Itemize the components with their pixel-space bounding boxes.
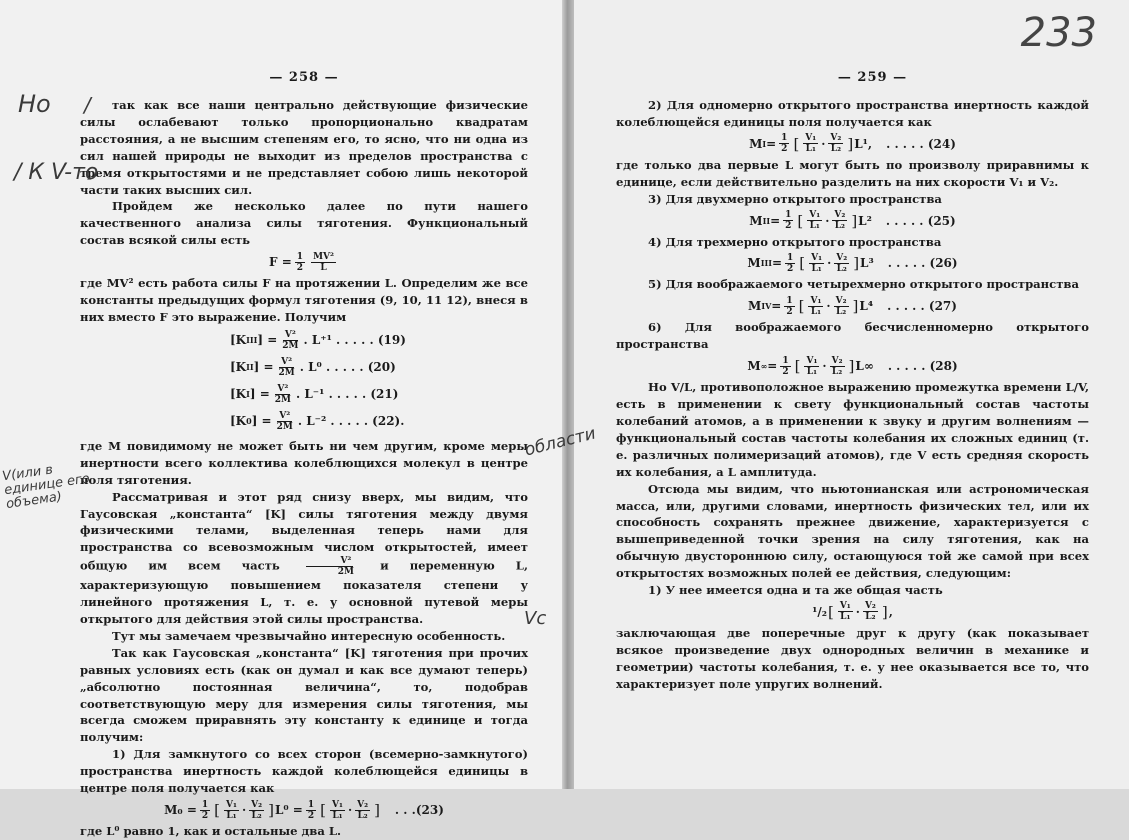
- formula-k-20: [K II ] = $\frac{\text{V²}}{2M}$ . L⁰ . . . . . (20): [230, 356, 396, 378]
- formula-28: M ∞ = $\frac{1}{2}$ [ $\frac{\text{V₁}}{\text{L₁}}$ · $\frac{\text{V₂}}{\text{L₂}}$ ] L∞ . . . . . (28): [747, 355, 958, 377]
- book-gutter: [562, 0, 574, 789]
- paragraph: Но V/L, противоположное выражению промежутка времени L/V, есть в применении к свету функциональный состав частоты колебаний атомов, а в применении к звуку и другим волнениям — функциональный состав частоты колебания их сложных единиц (т. е. различных полимеризаций атомов), где V есть средняя скорость их колебания, а L амплитуда.: [616, 380, 1089, 479]
- paragraph: где L⁰ равно 1, как и остальные два L.: [80, 824, 342, 838]
- paragraph: так как все наши центрально действующие физические силы ослабевают только пропорционально квадратам расстояния, а не высшим степеням его, то ясно, что ни одна из сил нашей природы не выходит из пределов пространства с тремя открытостями и не представляет собою лишь некоторой части таких высших сил.: [80, 98, 528, 197]
- paragraph: Рассматривая и этот ряд снизу вверх, мы видим, что Гаусовская „константа“ [K] силы тяготения между двумя физическими телами, выделенная теперь нами для пространства со всевозможным числом открытостей, имеет общую им всем часть $\frac{\text{V²}}{2M}$ и переменную L, характеризующую повышением показателя степени у линейного протяжения L, т. е. у основной путевой меры открытого для действия этой силы пространства.: [80, 489, 528, 627]
- paragraph: 5) Для воображаемого четырехмерно открытого пространства: [648, 277, 1079, 292]
- page-number-right: — 259 —: [837, 70, 908, 85]
- paragraph: 1) У нее имеется одна и та же общая часть: [648, 583, 943, 598]
- paragraph: 2) Для одномерно открытого пространства инертность каждой колеблющейся единицы поля получается как: [616, 98, 1089, 129]
- paragraph: 4) Для трехмерно открытого пространства: [648, 234, 942, 249]
- handwritten-mark: /: [84, 93, 91, 117]
- handwritten-page-stamp: 233: [1020, 10, 1097, 56]
- formula-26: M III = $\frac{1}{2}$ [ $\frac{\text{V₁}}{\text{L₁}}$ · $\frac{\text{V₂}}{\text{L₂}}$ ] L³ . . . . . (26): [747, 252, 958, 274]
- handwritten-note: Но: [18, 90, 51, 118]
- formula-common-part: ¹/₂ [ $\frac{\text{V₁}}{\text{L₁}}$ · $\frac{\text{V₂}}{\text{L₂}}$ ] ,: [812, 601, 893, 623]
- handwritten-note: области: [522, 423, 598, 461]
- formula-27: M IV = $\frac{1}{2}$ [ $\frac{\text{V₁}}{\text{L₁}}$ · $\frac{\text{V₂}}{\text{L₂}}$ ] L⁴ . . . . . (27): [748, 295, 957, 317]
- paragraph: заключающая две поперечные друг к другу (как показывает всякое произведение двух однородных величин в механике и геометрии) частоты колебания, т. е. у нее оказывается все то, что характеризует поле упругих волнений.: [616, 625, 1089, 691]
- fraction: $\frac{1}{2}$: [296, 251, 304, 273]
- formula-list-k: [230, 328, 528, 434]
- formula-force: F = $\frac{1}{2}$ $\frac{\text{MV²}}{L}$: [269, 251, 334, 273]
- paragraph: 1) Для замкнутого со всех сторон (всемерно-замкнутого) пространства инертность каждой колеблющейся единицы в центре поля получается как: [80, 747, 528, 796]
- formula-25: M II = $\frac{1}{2}$ [ $\frac{\text{V₁}}{\text{L₁}}$ · $\frac{\text{V₂}}{\text{L₂}}$ ] L² . . . . . (25): [749, 210, 956, 232]
- formula-k-22: [K 0 ] = $\frac{\text{V²}}{2M}$ . L⁻² . . . . . (22).: [230, 410, 405, 432]
- paragraph: Отсюда мы видим, что ньютонианская или астрономическая масса, или, другими словами, инертность физических тел, или их способность сохранять прежнее движение, характеризуется с вышеприведенной точки зрения на силу тяготения, как на обычную двустороннюю силу, остающуюся той же самой при всех открытостях возможных полей ее действия, следующим:: [616, 481, 1089, 581]
- paragraph: где MV² есть работа силы F на протяжении L. Определим же все константы предыдущих формул тяготения (9, 10, 11 12), внеся в них вместо F это выражение. Получим: [80, 276, 528, 324]
- formula-k-21: [K I ] = $\frac{\text{V²}}{2M}$ . L⁻¹ . . . . . (21): [230, 383, 399, 405]
- paragraph: 3) Для двухмерно открытого пространства: [648, 191, 942, 206]
- handwritten-note: / К V-то: [14, 160, 99, 185]
- paragraph: где M повидимому не может быть ни чем другим, кроме меры инертности всего коллектива колеблющихся молекул в центре поля тяготения.: [80, 438, 528, 487]
- fraction: $\frac{\text{MV²}}{L}$: [313, 251, 334, 273]
- formula-23: M₀ = $\frac{1}{2}$ [ $\frac{\text{V₁}}{\text{L₁}}$ · $\frac{\text{V₂}}{\text{L₂}}$ ] L⁰ = $\frac{1}{2}$ [ $\frac{\text{V₁}}{\text{L₁}}$ · $\frac{\text{V₂}}{\text{L₂}}$ ] . . . (23): [164, 799, 444, 821]
- handwritten-note: V(или в единице его объема): [1, 462, 91, 513]
- paragraph: Так как Гаусовская „константа“ [K] тяготения при прочих равных условиях есть (как он думал и как все думают теперь) „абсолютно постоянная величина“, то, подобрав соответствующую меру для измерения силы тяготения, мы всегда сможем приравнять эту константу к единице и тогда получим:: [80, 645, 528, 745]
- paragraph: Пройдем же несколько далее по пути нашего качественного анализа силы тяготения. Функциональный состав всякой силы есть: [80, 199, 528, 248]
- paragraph: 6) Для воображаемого бесчисленномерно открытого пространства: [616, 320, 1089, 352]
- right-page: [568, 0, 1129, 789]
- paragraph: Тут мы замечаем чрезвычайно интересную особенность.: [112, 628, 506, 643]
- formula-k-19: [K III ] = $\frac{\text{V²}}{2M}$ . L⁺¹ . . . . . (19): [230, 329, 406, 351]
- formula-24: M I = $\frac{1}{2}$ [ $\frac{\text{V₁}}{\text{L₁}}$ · $\frac{\text{V₂}}{\text{L₂}}$ ] L¹, . . . . . (24): [749, 133, 956, 155]
- handwritten-note: Vс: [524, 608, 547, 629]
- page-number-left: — 258 —: [269, 70, 339, 85]
- paragraph: где только два первые L могут быть по произволу приравнимы к единице, если действительно разделить на них скорости V₁ и V₂.: [616, 157, 1089, 189]
